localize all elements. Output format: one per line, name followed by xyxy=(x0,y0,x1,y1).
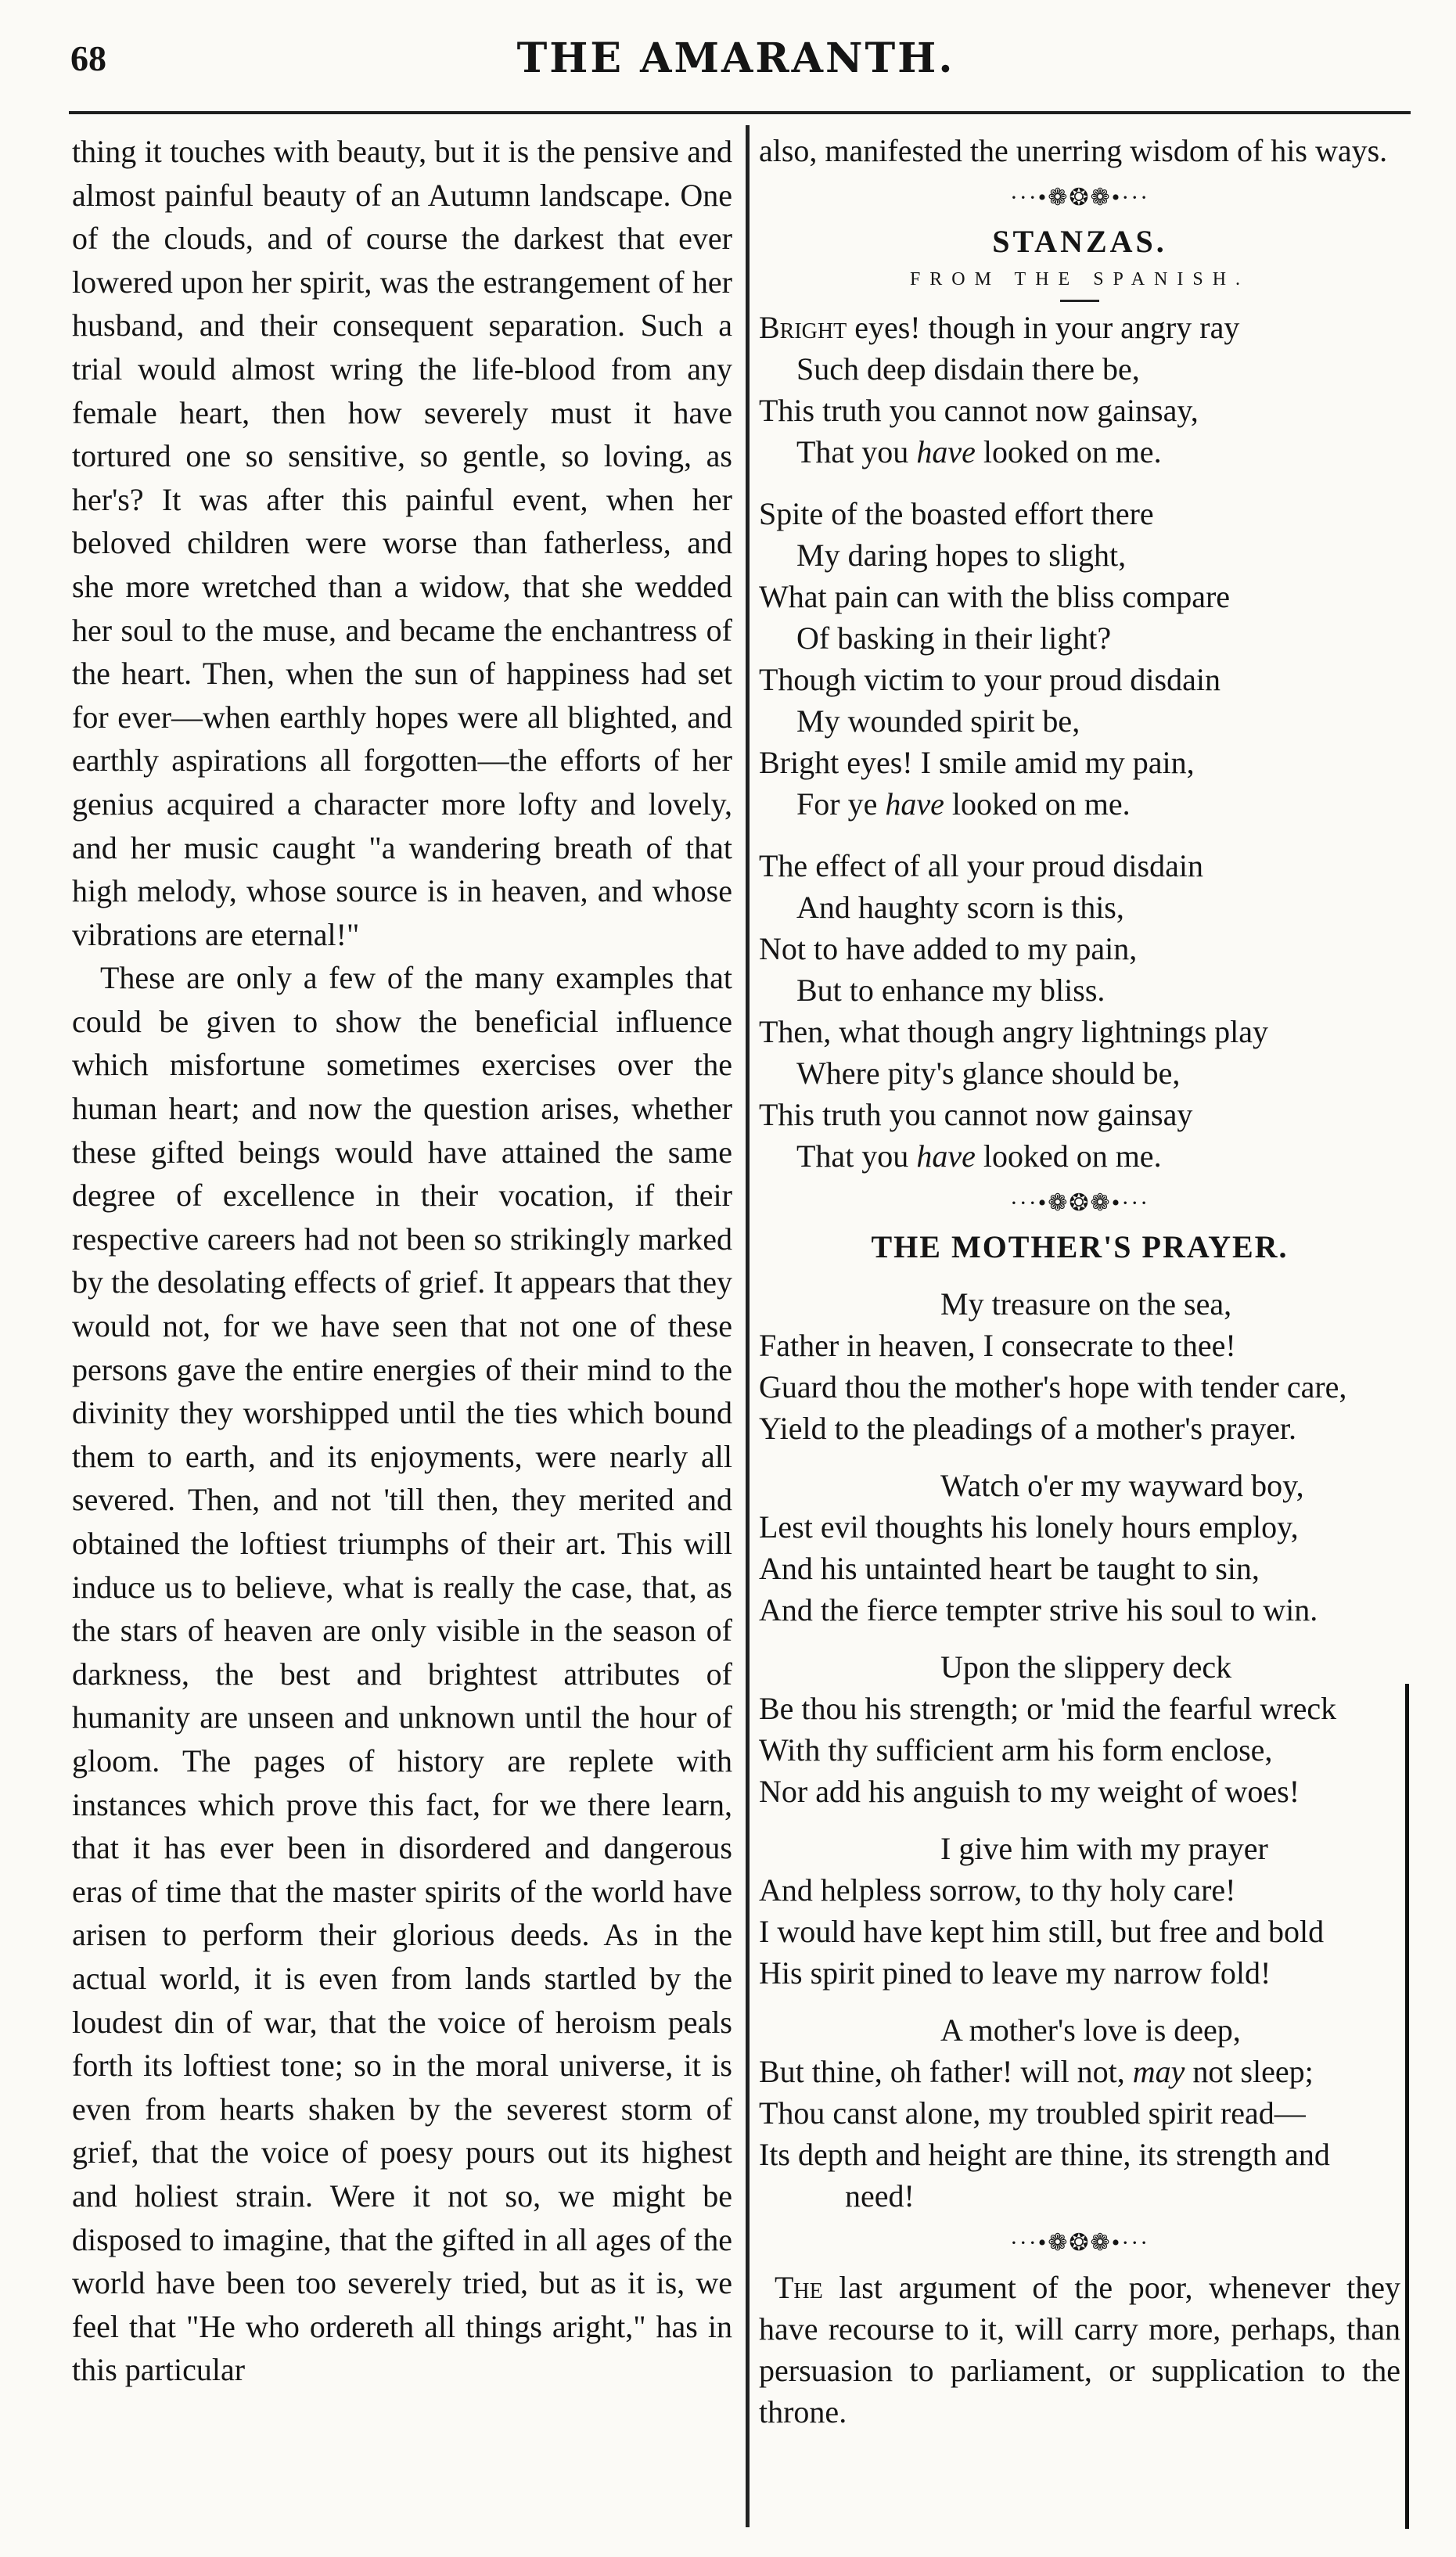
verse-line: But thine, oh father! will not, may not sleep; xyxy=(759,2054,1314,2089)
verse-line: With thy sufficient arm his form enclose, xyxy=(759,1732,1273,1768)
header-rule xyxy=(69,111,1411,114)
verse-line: need! xyxy=(845,2178,915,2214)
column-divider xyxy=(746,125,750,2527)
verse-line: Not to have added to my pain, xyxy=(759,931,1138,966)
stanza xyxy=(759,493,1400,825)
page-number: 68 xyxy=(70,38,106,78)
stanza xyxy=(759,1283,1400,1449)
verse-line: Then, what though angry lightnings play xyxy=(759,1014,1269,1049)
verse-line: That you have looked on me. xyxy=(796,434,1162,469)
paragraph: These are only a few of the many examples that could be given to show the beneficial influence which misfortune sometimes exercises over the human heart; and now the question arises, whether these gifted beings would have attained the same degree of excellence in their vocation, if their respective careers had not been so strikingly marked by the desolating effects of grief. It appears that they would not, for we have seen that not one of these persons gave the entire energies of their mind to the divinity they worshipped until the ties which bound them to earth, and its enjoyments, were nearly all severed. Then, and not 'till then, they merited and obtained the loftiest triumphs of their art. This will induce us to believe, what is really the case, that, as the stars of heaven are only visible in the season of darkness, the best and brightest attributes of humanity are unseen and unknown until the hour of gloom. The pages of history are replete with instances which prove this fact, for we there learn, that it has ever been in disordered and dangerous eras of time that the master spirits of the world have arisen to perform their glorious deeds. As in the actual world, it is even from lands startled by the loudest din of war, that the voice of heroism peals forth its loftiest tone; so in the moral universe, it is even from hearts shaken by the severest storm of grief, that the voice of poesy pours out its highest and holiest strain. Were it not so, we might be disposed to imagine, that the gifted in all ages of the world have been too severely tried, but as it is, we feel that "He who ordereth all things aright," has in this particular xyxy=(72,960,732,2388)
ornament-divider: ···•❁❂❁•··· xyxy=(1009,185,1150,210)
verse-line: This truth you cannot now gainsay xyxy=(759,1097,1193,1132)
verse-line: Be thou his strength; or 'mid the fearful wreck xyxy=(759,1691,1337,1726)
verse-line: Though victim to your proud disdain xyxy=(759,662,1221,697)
right-column xyxy=(759,130,1400,2433)
verse-line: Nor add his anguish to my weight of woes! xyxy=(759,1774,1300,1809)
stanza xyxy=(759,1465,1400,1631)
verse-line: Thou canst alone, my troubled spirit read— xyxy=(759,2095,1306,2131)
verse-line: Guard thou the mother's hope with tender care, xyxy=(759,1369,1347,1404)
stanza xyxy=(759,2009,1400,2217)
ornament-divider: ···•❁❂❁•··· xyxy=(1009,2230,1150,2256)
verse-line: The effect of all your proud disdain xyxy=(759,848,1203,883)
verse-line: A mother's love is deep, xyxy=(940,2012,1241,2048)
verse-line: My wounded spirit be, xyxy=(796,703,1080,739)
closing-paragraph: The last argument of the poor, whenever they have recourse to it, will carry more, perhaps, than persuasion to parliament, or supplication to the throne. xyxy=(759,2270,1400,2429)
verse-line: Father in heaven, I consecrate to thee! xyxy=(759,1328,1236,1363)
continued-text: also, manifested the unerring wisdom of his ways. xyxy=(759,133,1388,168)
poem-title: STANZAS. xyxy=(992,224,1167,259)
ornament-divider: ···•❁❂❁•··· xyxy=(1009,1190,1150,1216)
poem-subtitle: FROM THE SPANISH. xyxy=(909,269,1250,290)
stanza xyxy=(759,307,1400,473)
verse-line: My daring hopes to slight, xyxy=(796,538,1127,573)
verse-line: That you have looked on me. xyxy=(796,1138,1162,1174)
verse-line: Bright eyes! though in your angry ray xyxy=(759,310,1240,345)
journal-title: THE AMARANTH. xyxy=(516,34,955,82)
verse-line: And the fierce tempter strive his soul to win. xyxy=(759,1592,1318,1627)
verse-line: For ye have looked on me. xyxy=(796,786,1131,822)
verse-line: What pain can with the bliss compare xyxy=(759,579,1231,614)
stanza xyxy=(759,845,1400,1177)
verse-line: Its depth and height are thine, its strength and xyxy=(759,2137,1330,2172)
verse-line: And haughty scorn is this, xyxy=(796,890,1124,925)
verse-line: I give him with my prayer xyxy=(940,1831,1268,1866)
stanza xyxy=(759,1828,1400,1994)
verse-line: Spite of the boasted effort there xyxy=(759,496,1154,531)
stanza xyxy=(759,1646,1400,1812)
verse-line: But to enhance my bliss. xyxy=(796,973,1105,1008)
left-column xyxy=(72,130,732,2392)
verse-line: Such deep disdain there be, xyxy=(796,351,1140,387)
verse-line: I would have kept him still, but free and bold xyxy=(759,1914,1325,1949)
verse-line: This truth you cannot now gainsay, xyxy=(759,393,1199,428)
verse-line: Watch o'er my wayward boy, xyxy=(940,1468,1304,1503)
page-header xyxy=(70,31,1401,102)
verse-line: His spirit pined to leave my narrow fold! xyxy=(759,1955,1271,1991)
verse-line: Bright eyes! I smile amid my pain, xyxy=(759,745,1195,780)
verse-line: Where pity's glance should be, xyxy=(796,1056,1181,1091)
verse-line: My treasure on the sea, xyxy=(940,1286,1232,1322)
paragraph: thing it touches with beauty, but it is the pensive and almost painful beauty of an Autumn landscape. One of the clouds, and of course the darkest that ever lowered upon her spirit, was the estrangement of her husband, and their consequent separation. Such a trial would almost wring the life-blood from any female heart, then how severely must it have tortured one so sensitive, so gentle, so loving, as her's? It was after this painful event, when her beloved children were worse than fatherless, and she more wretched than a widow, that she wedded her soul to the muse, and became the enchantress of the heart. Then, when the sun of happiness had set for ever—when earthly hopes were all blighted, and earthly aspirations all forgotten—the efforts of her genius acquired a character more lofty and lovely, and her music caught "a wandering breath of that high melody, whose source is in heaven, and whose vibrations are eternal!" xyxy=(72,134,732,952)
verse-line: Yield to the pleadings of a mother's prayer. xyxy=(759,1411,1297,1446)
margin-bar xyxy=(1405,1684,1409,2529)
verse-line: And his untainted heart be taught to sin, xyxy=(759,1551,1260,1586)
subtitle-rule xyxy=(1060,300,1099,302)
poem-title: THE MOTHER'S PRAYER. xyxy=(871,1229,1289,1264)
verse-line: Lest evil thoughts his lonely hours employ, xyxy=(759,1509,1299,1545)
verse-line: And helpless sorrow, to thy holy care! xyxy=(759,1872,1236,1908)
verse-line: Of basking in their light? xyxy=(796,620,1112,656)
verse-line: Upon the slippery deck xyxy=(940,1649,1232,1685)
